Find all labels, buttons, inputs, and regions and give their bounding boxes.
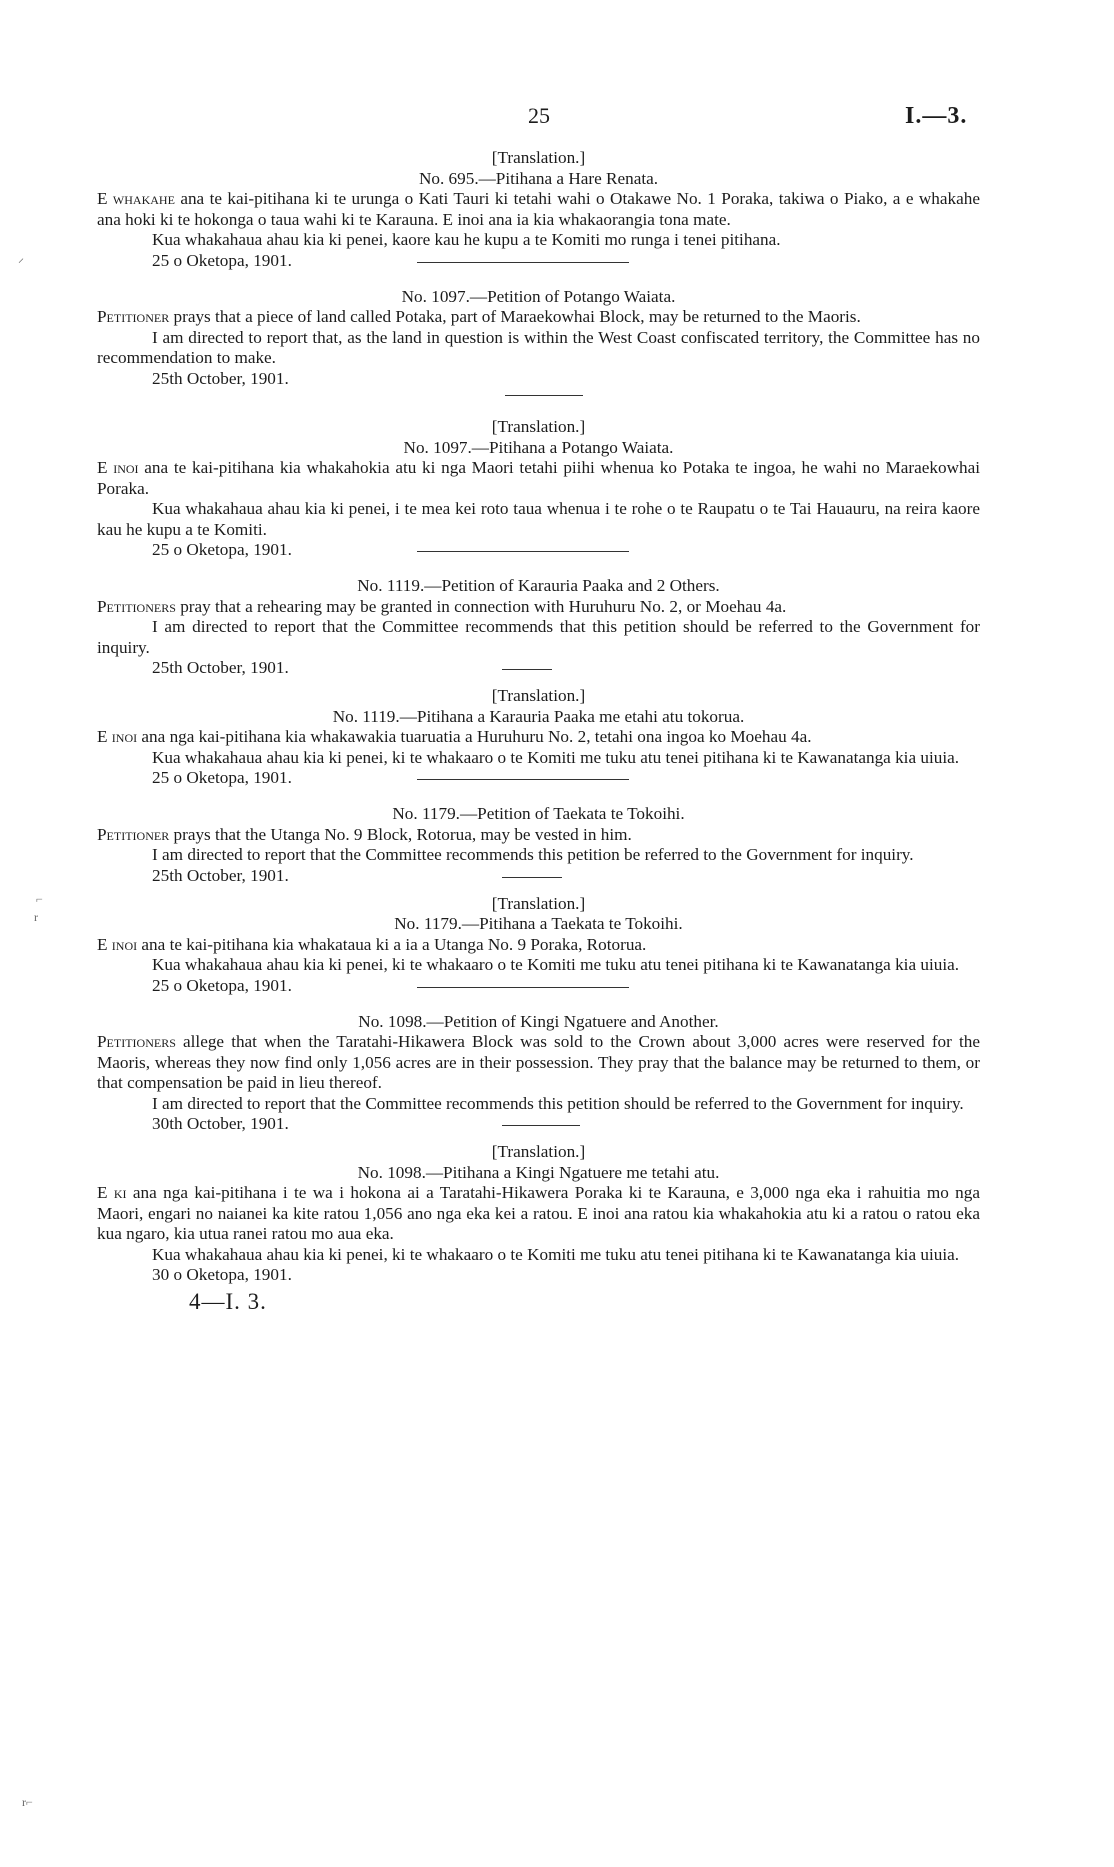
petition-body: ana te kai-pitihana ki te urunga o Kati Tauri ki tetahi wahi o Otakawe No. 1 Poraka, takiwa o Piako, a e whakahe ana hoki ki te hokonga o taua wahi ki te Karauna. E inoi ana ia kia whakaorangia tona mate. <box>97 189 980 229</box>
margin-mark-icon: ⸍ <box>18 256 25 270</box>
petition-section <box>97 804 980 886</box>
section-divider <box>417 551 629 552</box>
report-text: Kua whakahaua ahau kia ki penei, i te mea kei roto taua whenua i te rohe o te Raupatu o te Tai Hauauru, na reira kaore kau he kupu a te Komiti. <box>97 499 980 539</box>
section-title: No. 1179.—Pitihana a Taekata te Tokoihi. <box>394 914 683 933</box>
section-date: 30 o Oketopa, 1901. <box>152 1265 292 1284</box>
spacer <box>97 560 980 576</box>
spacer <box>97 1134 980 1142</box>
petition-text <box>97 307 980 328</box>
section-date: 30th October, 1901. <box>152 1114 289 1133</box>
translation-label: [Translation.] <box>491 417 586 436</box>
translation-label: [Translation.] <box>491 1142 586 1161</box>
report-text: Kua whakahaua ahau kia ki penei, ki te whakaaro o te Komiti me tuku atu tenei pitihana ki te Kawanatanga kia uiuia. <box>152 1244 960 1264</box>
date-row <box>97 251 980 271</box>
petition-body: ana te kai-pitihana kia whakahokia atu ki nga Maori tetahi piihi whenua ko Potaka te ingoa, he wahi no Maraekowhai Poraka. <box>97 458 980 498</box>
spacer <box>97 271 980 287</box>
spacer <box>97 409 980 417</box>
lead-words: E inoi <box>97 458 139 477</box>
page-number: 25 <box>528 103 550 128</box>
section-title: No. 1097.—Petition of Potango Waiata. <box>401 286 676 306</box>
petition-body: ana nga kai-pitihana kia whakawakia tuaruatia a Huruhuru No. 2, tetahi ona ingoa ko Moehau 4a. <box>137 727 812 746</box>
lead-words: E inoi <box>97 727 138 746</box>
petition-text <box>97 189 980 230</box>
petition-body: prays that the Utanga No. 9 Block, Rotorua, may be vested in him. <box>169 824 632 844</box>
petition-section <box>97 1012 980 1135</box>
petition-section <box>97 148 980 271</box>
petition-body: allege that when the Taratahi-Hikawera Block was sold to the Crown about 3,000 acres were reserved for the Maoris, whereas they now find only 1,056 acres are in their possession. They pray that the balance may be returned to them, or that compensation be paid in lieu thereof. <box>97 1032 980 1092</box>
date-row <box>97 540 980 560</box>
report-text: I am directed to report that the Committee recommends this petition should be referred to the Government for inquiry. <box>152 1093 964 1113</box>
petition-section <box>97 686 980 788</box>
spacer <box>97 788 980 804</box>
section-divider <box>417 262 629 263</box>
petition-body: pray that a rehearing may be granted in connection with Huruhuru No. 2, or Moehau 4a. <box>175 596 787 616</box>
petition-body: ana te kai-pitihana kia whakataua ki a ia a Utanga No. 9 Poraka, Rotorua. <box>137 934 647 954</box>
section-date: 25 o Oketopa, 1901. <box>152 250 292 270</box>
petition-section <box>97 1142 980 1286</box>
date-row <box>97 976 980 996</box>
margin-mark-icon: r⌐ <box>22 1795 33 1809</box>
petition-text <box>97 935 980 956</box>
section-title: No. 1119.—Petition of Karauria Paaka and 2 Others. <box>357 576 720 595</box>
report-text: Kua whakahaua ahau kia ki penei, ki te whakaaro o te Komiti me tuku atu tenei pitihana ki te Kawanatanga kia uiuia. <box>152 747 960 767</box>
spacer <box>97 678 980 686</box>
section-date: 25 o Oketopa, 1901. <box>152 540 292 559</box>
report-text: I am directed to report that the Committee recommends that this petition should be referred to the Government for inquiry. <box>97 617 980 657</box>
section-title: No. 1098.—Petition of Kingi Ngatuere and Another. <box>358 1011 719 1031</box>
date-row <box>97 1114 980 1134</box>
lead-words: Petitioner <box>97 824 170 844</box>
report-text: I am directed to report that, as the land in question is within the West Coast confiscated territory, the Committee has no recommendation to make. <box>97 327 980 367</box>
lead-words: E whakahe <box>97 189 175 208</box>
section-title: No. 1179.—Petition of Taekata te Tokoihi. <box>392 804 685 823</box>
petition-body: prays that a piece of land called Potaka, part of Maraekowhai Block, may be returned to the Maoris. <box>169 307 861 326</box>
spacer <box>97 886 980 894</box>
section-date: 25 o Oketopa, 1901. <box>152 975 292 995</box>
spacer <box>97 996 980 1012</box>
printer-signature: 4—I. 3. <box>189 1288 267 1314</box>
section-divider <box>417 779 629 780</box>
page-header <box>0 103 1114 133</box>
section-date: 25 o Oketopa, 1901. <box>152 768 292 787</box>
section-date: 25th October, 1901. <box>152 658 289 677</box>
petition-section <box>97 576 980 678</box>
translation-label: [Translation.] <box>491 148 586 167</box>
section-divider <box>502 669 552 670</box>
report-text: I am directed to report that the Committee recommends this petition be referred to the Government for inquiry. <box>152 845 914 864</box>
section-date: 25th October, 1901. <box>152 368 289 388</box>
lead-words: Petitioners <box>97 1032 176 1051</box>
petition-text <box>97 597 980 618</box>
date-row <box>97 658 980 678</box>
lead-words: Petitioners <box>97 596 176 616</box>
section-title: No. 1098.—Pitihana a Kingi Ngatuere me tetahi atu. <box>357 1162 720 1182</box>
report-text: Kua whakahaua ahau kia ki penei, ki te whakaaro o te Komiti me tuku atu tenei pitihana ki te Kawanatanga kia uiuia. <box>152 955 960 974</box>
margin-mark-icon: r <box>34 910 38 924</box>
lead-words: E ki <box>97 1183 127 1202</box>
document-body <box>97 148 980 1312</box>
lead-words: E inoi <box>97 934 138 954</box>
lead-words: Petitioner <box>97 307 170 326</box>
petition-text <box>97 727 980 748</box>
report-text: Kua whakahaua ahau kia ki penei, kaore kau he kupu a te Komiti mo runga i tenei pitihana. <box>152 230 781 249</box>
divider-row <box>97 389 980 409</box>
section-title: No. 1119.—Pitihana a Karauria Paaka me etahi atu tokorua. <box>332 706 745 726</box>
section-divider <box>505 395 583 396</box>
section-divider <box>502 1125 580 1126</box>
petition-text <box>97 458 980 499</box>
section-date: 25th October, 1901. <box>152 865 289 885</box>
petition-section <box>97 894 980 996</box>
document-reference: I.—3. <box>905 103 968 129</box>
petition-text <box>97 1032 980 1094</box>
section-divider <box>417 987 629 988</box>
petition-section <box>97 417 980 560</box>
translation-label: [Translation.] <box>491 893 586 913</box>
petition-text <box>97 1183 980 1245</box>
petition-text <box>97 825 980 846</box>
translation-label: [Translation.] <box>491 686 586 705</box>
section-title: No. 1097.—Pitihana a Potango Waiata. <box>403 437 674 457</box>
section-title: No. 695.—Pitihana a Hare Renata. <box>418 168 659 188</box>
petition-section <box>97 287 980 410</box>
date-row <box>97 768 980 788</box>
section-divider <box>502 877 562 878</box>
petition-body: ana nga kai-pitihana i te wa i hokona ai a Taratahi-Hikawera Poraka ki te Karauna, e 3,000 nga eka i rahuitia mo nga Maori, engari no naianei ka kite ratou 1,056 ano nga eka kei a ratou. E inoi ana ratou kia whakahokia atu ki a ratou o ratou eka kua ngaro, kia utua ranei ratou mo aua eka. <box>97 1183 980 1243</box>
margin-mark-icon: ⌐ <box>36 892 43 906</box>
date-row <box>97 866 980 886</box>
